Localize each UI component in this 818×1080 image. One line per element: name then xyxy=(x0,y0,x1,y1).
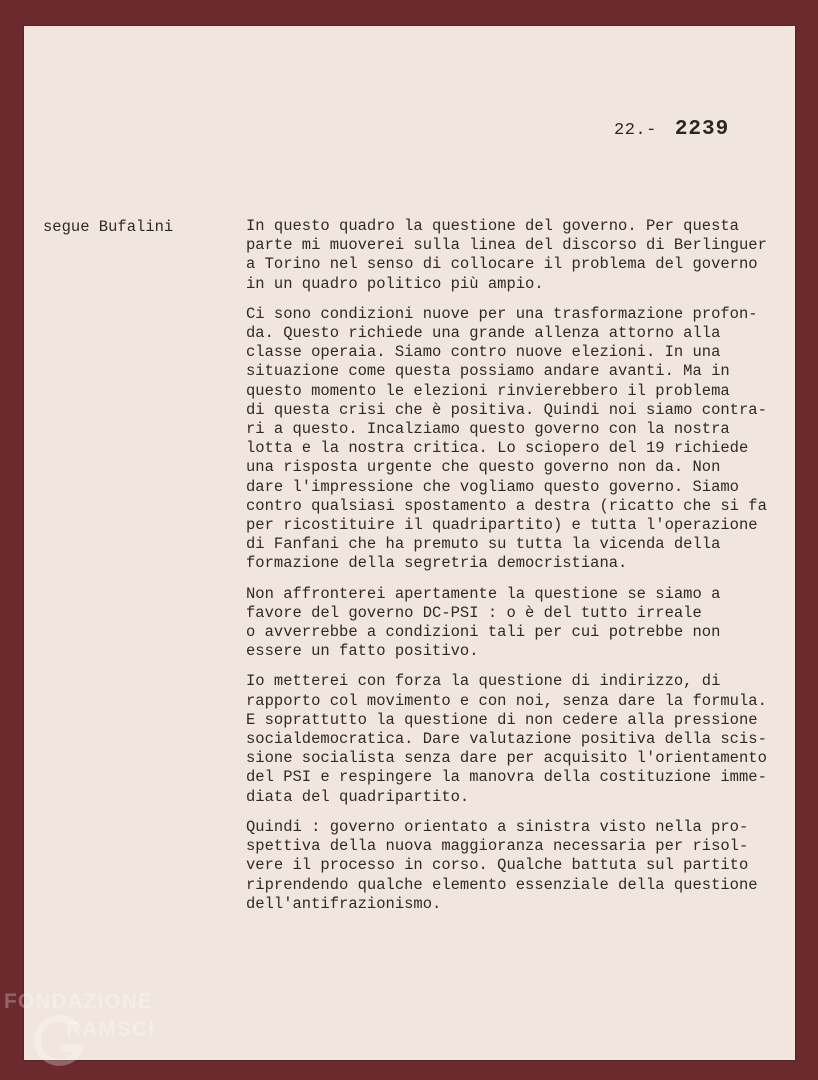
text-line: una risposta urgente che questo governo non da. Non xyxy=(246,458,721,477)
text-line: da. Questo richiede una grande allenza attorno alla xyxy=(246,324,721,343)
text-line: del PSI e respingere la manovra della costituzione imme- xyxy=(246,768,767,787)
watermark-line-1: FONDAZIONE xyxy=(4,990,153,1013)
document-page xyxy=(24,26,795,1060)
text-line: vere il processo in corso. Qualche battuta sul partito xyxy=(246,856,749,875)
text-line: Non affronterei apertamente la questione se siamo a xyxy=(246,584,721,603)
text-line: dell'antifrazionismo. xyxy=(246,894,442,913)
text-line: sione socialista senza dare per acquisito l'orientamento xyxy=(246,749,767,768)
text-line: o avverrebbe a condizioni tali per cui potrebbe non xyxy=(246,623,721,642)
text-line: in un quadro politico più ampio. xyxy=(246,274,544,293)
watermark-line-2: RAMSCI xyxy=(66,1018,155,1041)
text-line: diata del quadripartito. xyxy=(246,787,470,806)
page-number-value: 2239 xyxy=(674,118,730,141)
text-line: formazione della segretria democristiana. xyxy=(246,554,628,573)
paragraph xyxy=(246,672,791,806)
page-number xyxy=(614,118,729,141)
paragraph xyxy=(246,217,791,294)
text-line: socialdemocratica. Dare valutazione positiva della scis- xyxy=(246,730,767,749)
text-line: per ricostituire il quadripartito) e tutta l'operazione xyxy=(246,516,758,535)
text-line: parte mi muoverei sulla linea del discorso di Berlinguer xyxy=(246,236,767,255)
text-line: classe operaia. Siamo contro nuove elezioni. In una xyxy=(246,343,721,362)
text-line: favore del governo DC-PSI : o è del tutto irreale xyxy=(246,603,702,622)
text-line: di questa crisi che è positiva. Quindi noi siamo contra- xyxy=(246,400,767,419)
text-line: a Torino nel senso di collocare il problema del governo xyxy=(246,255,758,274)
text-line: Io metterei con forza la questione di indirizzo, di xyxy=(246,672,721,691)
text-line: Ci sono condizioni nuove per una trasformazione profon- xyxy=(246,304,758,323)
text-line: E soprattutto la questione di non cedere alla pressione xyxy=(246,710,758,729)
text-line: questo momento le elezioni rinvierebbero il problema xyxy=(246,381,730,400)
text-line: di Fanfani che ha premuto su tutta la vicenda della xyxy=(246,535,721,554)
text-line: situazione come questa possiamo andare avanti. Ma in xyxy=(246,362,730,381)
text-line: riprendendo qualche elemento essenziale della questione xyxy=(246,875,758,894)
text-line: rapporto col movimento e con noi, senza dare la formula. xyxy=(246,691,767,710)
text-line: Quindi : governo orientato a sinistra visto nella pro- xyxy=(246,817,749,836)
text-line: ri a questo. Incalziamo questo governo con la nostra xyxy=(246,420,730,439)
text-line: spettiva della nuova maggioranza necessaria per risol- xyxy=(246,837,749,856)
text-line: In questo quadro la questione del governo. Per questa xyxy=(246,217,739,235)
text-line: lotta e la nostra critica. Lo sciopero del 19 richiede xyxy=(246,439,749,458)
text-line: contro qualsiasi spostamento a destra (ricatto che si fa xyxy=(246,496,767,515)
speaker-label: segue Bufalini xyxy=(43,218,174,236)
fondazione-gramsci-watermark xyxy=(4,990,204,1070)
page-number-prefix: 22.- xyxy=(614,121,657,140)
body-text xyxy=(246,217,791,925)
paragraph xyxy=(246,818,791,914)
paragraph xyxy=(246,585,791,662)
text-line: dare l'impressione che vogliamo questo governo. Siamo xyxy=(246,477,739,496)
paragraph xyxy=(246,305,791,574)
text-line: essere un fatto positivo. xyxy=(246,642,479,661)
